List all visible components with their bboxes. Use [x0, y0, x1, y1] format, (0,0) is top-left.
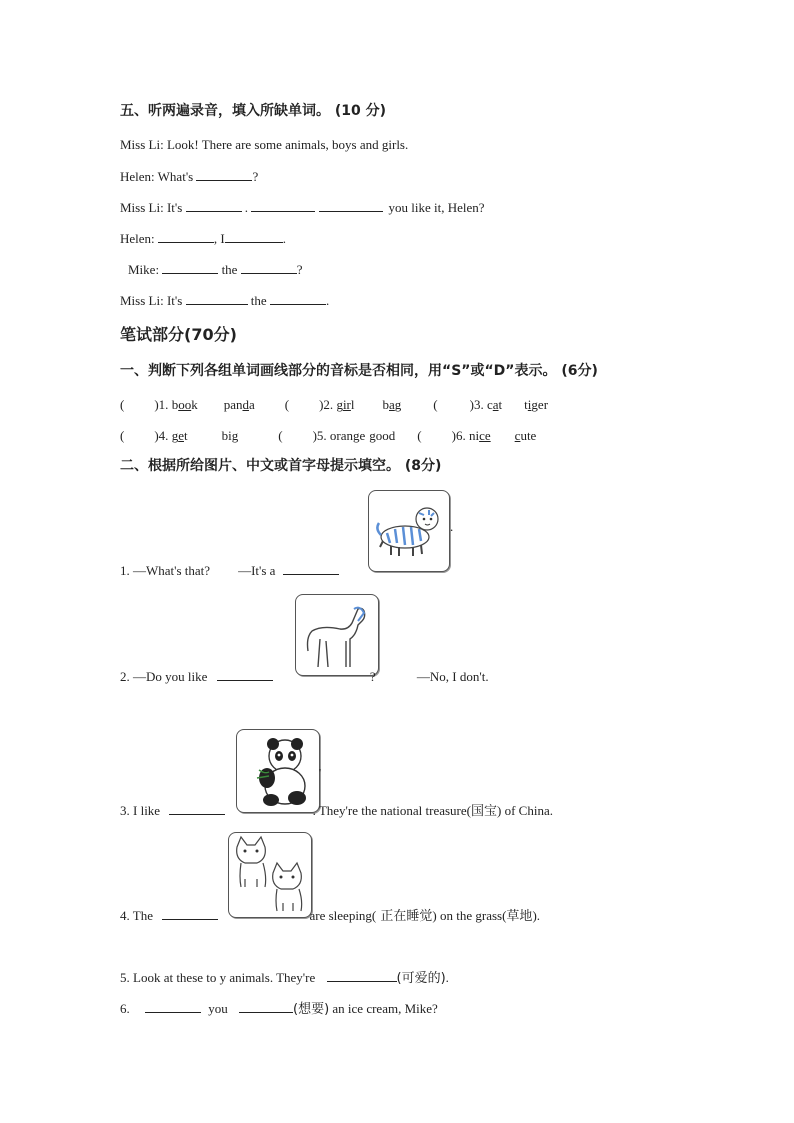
- answer-blank[interactable]: [162, 908, 218, 920]
- answer-blank[interactable]: [217, 669, 273, 681]
- listening-line-3: Miss Li: It's . you like it, Helen?: [120, 200, 485, 215]
- word: book: [171, 397, 198, 412]
- word: orange: [329, 428, 366, 443]
- written-section-title: 笔试部分(70分): [120, 325, 237, 344]
- word: panda: [223, 397, 255, 412]
- phonics-row-1: ( )1. book panda ( )2. girl bag ( )3. cat tiger: [120, 397, 549, 412]
- listening-line-5: Mike: the ?: [128, 262, 303, 277]
- answer-blank[interactable]: [239, 1001, 293, 1013]
- item-1: 1. —What's that? —It's a: [120, 563, 339, 577]
- answer-blank[interactable]: [327, 970, 397, 982]
- answer-blank[interactable]: [169, 803, 225, 815]
- horse-picture: [295, 594, 379, 676]
- word: big: [221, 428, 239, 443]
- word: cute: [514, 428, 537, 443]
- panda-picture: [236, 729, 320, 813]
- answer-blank[interactable]: [319, 200, 383, 212]
- answer-blank[interactable]: [283, 563, 339, 575]
- item-3: 3. I like . They're the national treasure(国宝) of China.: [120, 803, 553, 819]
- answer-blank[interactable]: [145, 1001, 201, 1013]
- part1-heading: 一、判断下列各组单词画线部分的音标是否相同，用“S”或“D”表示。 (6分): [120, 363, 598, 379]
- listening-line-4: Helen: , I .: [120, 231, 286, 246]
- answer-blank[interactable]: [186, 200, 242, 212]
- answer-blank[interactable]: [158, 231, 214, 243]
- item-4: 4. The are sleeping( 正在睡觉) on the grass(草地).: [120, 908, 541, 924]
- word: bag: [382, 397, 402, 412]
- word: nice: [468, 428, 491, 443]
- tiger-picture: [368, 490, 450, 572]
- answer-blank[interactable]: [241, 262, 297, 274]
- answer-blank[interactable]: [270, 293, 326, 305]
- listening-line-2: Helen: What's ?: [120, 169, 259, 184]
- word: cat: [486, 397, 503, 412]
- panda-mark: ': [319, 767, 321, 779]
- listening-line-1: Miss Li: Look! There are some animals, boys and girls.: [120, 137, 409, 152]
- cats-picture: [228, 832, 312, 918]
- word: get: [171, 428, 188, 443]
- listening-heading: 五、听两遍录音，填入所缺单词。 (10 分): [120, 103, 387, 119]
- answer-blank[interactable]: [251, 200, 315, 212]
- listening-line-6: Miss Li: It's the .: [120, 293, 330, 308]
- answer-blank[interactable]: [196, 169, 252, 181]
- word: tiger: [524, 397, 549, 412]
- answer-blank[interactable]: [162, 262, 218, 274]
- tiger-trailing-mark: .: [450, 519, 454, 534]
- item-6: 6. you (想要) an ice cream, Mike?: [120, 1001, 438, 1017]
- answer-blank[interactable]: [186, 293, 248, 305]
- word: good: [369, 428, 396, 443]
- item-2: 2. —Do you like ? —No, I don't.: [120, 669, 489, 684]
- answer-blank[interactable]: [225, 231, 283, 243]
- word: girl: [336, 397, 355, 412]
- part2-heading: 二、根据所给图片、中文或首字母提示填空。 (8分): [120, 458, 442, 474]
- item-5: 5. Look at these to y animals. They're (可爱的).: [120, 970, 449, 986]
- phonics-row-2: ( )4. get big ( )5. orange good ( )6. nice cute: [120, 428, 537, 443]
